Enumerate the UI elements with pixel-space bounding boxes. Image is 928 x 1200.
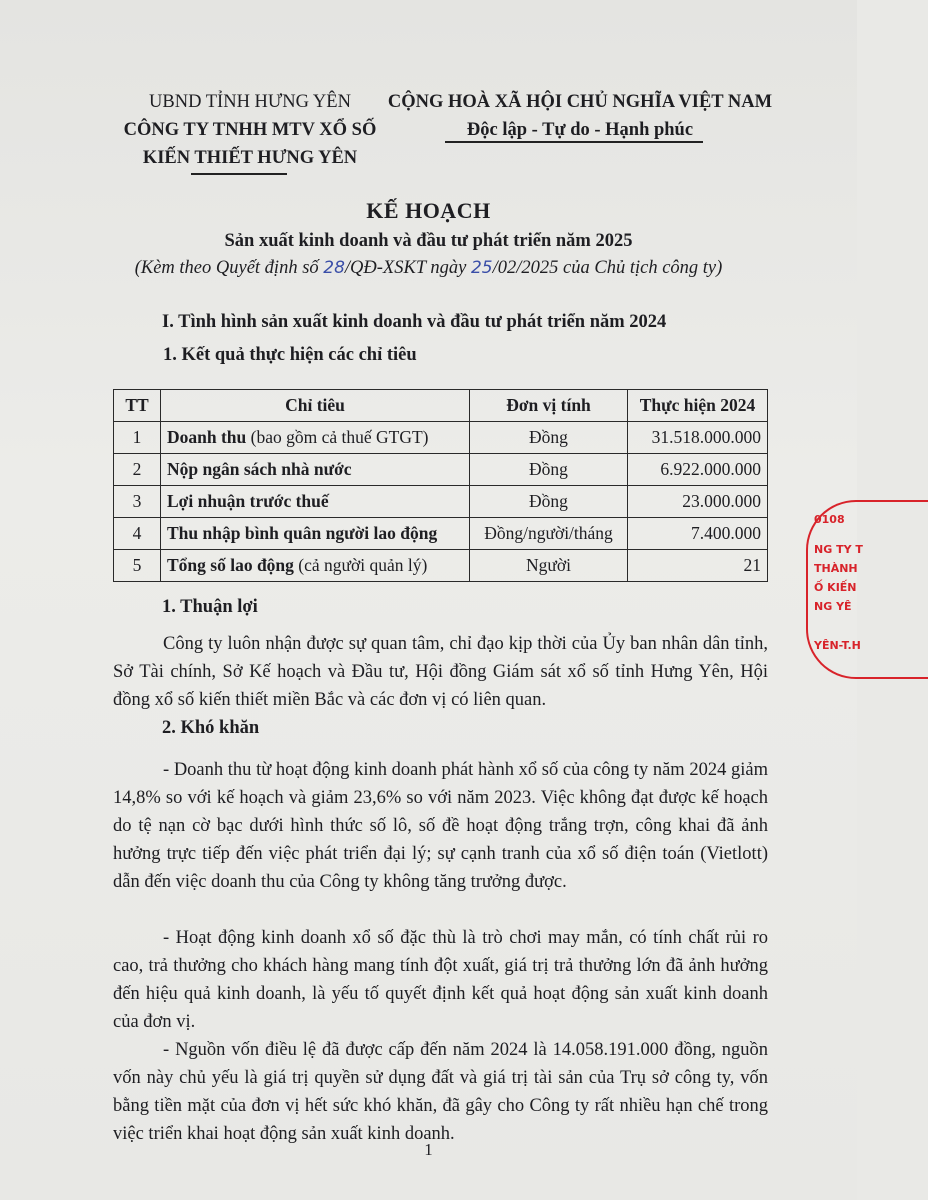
seal-text: THÀNH (814, 562, 858, 575)
issuer-underline (191, 173, 287, 175)
table-row (114, 486, 768, 518)
difficulty-paragraph-2: - Hoạt động kinh doanh xổ số đặc thù là trò chơi may mắn, có tính chất rủi ro cao, trả thưởng cho khách hàng mang tính đột xuất, giá trị trả thưởng lớn đã ảnh hưởng đến hiệu quả kinh doanh, là yếu tố quyết định kết quả hoạt động sản xuất kinh doanh của đơn vị. (113, 928, 768, 1032)
seal-text: NG TY T (814, 543, 863, 556)
section-heading: I. Tình hình sản xuất kinh doanh và đầu tư phát triển năm 2024 (162, 312, 667, 332)
cell-value: 7.400.000 (628, 518, 768, 550)
advantages-heading: 1. Thuận lợi (162, 597, 258, 617)
cell-unit: Người (470, 550, 628, 582)
issuer-line-2: CÔNG TY TNHH MTV XỔ SỐ (123, 120, 377, 140)
attach-prefix: (Kèm theo Quyết định số (134, 258, 324, 278)
cell-tt: 1 (114, 422, 161, 454)
col-header-indicator: Chỉ tiêu (161, 390, 470, 422)
cell-value: 21 (628, 550, 768, 582)
indicator-bold: Lợi nhuận trước thuế (167, 491, 329, 511)
attach-mid: /QĐ-XSKT ngày (344, 258, 471, 278)
cell-value: 6.922.000.000 (628, 454, 768, 486)
red-seal-stamp (806, 500, 896, 680)
cell-tt: 4 (114, 518, 161, 550)
cell-tt: 2 (114, 454, 161, 486)
indicator-note: (cả người quản lý) (293, 555, 428, 575)
col-header-result: Thực hiện 2024 (628, 390, 768, 422)
attach-suffix: /02/2025 của Chủ tịch công ty) (492, 258, 723, 278)
indicator-bold: Tổng số lao động (167, 555, 294, 575)
subsection-heading: 1. Kết quả thực hiện các chỉ tiêu (163, 345, 417, 365)
cell-indicator (161, 518, 470, 550)
attachment-note (0, 258, 857, 279)
difficulties-heading: 2. Khó khăn (162, 718, 260, 738)
cell-value: 31.518.000.000 (628, 422, 768, 454)
cell-unit: Đồng (470, 422, 628, 454)
decision-day-handwritten: 25 (470, 258, 493, 278)
decision-number-handwritten: 28 (323, 258, 345, 278)
cell-indicator (161, 422, 470, 454)
col-header-unit: Đơn vị tính (470, 390, 628, 422)
cell-unit: Đồng (470, 454, 628, 486)
document-subtitle: Sản xuất kinh doanh và đầu tư phát triển năm 2025 (224, 231, 633, 251)
advantages-paragraph: Công ty luôn nhận được sự quan tâm, chỉ đạo kịp thời của Ủy ban nhân dân tỉnh, Sở Tài chính, Sở Kế hoạch và Đầu tư, Hội đồng Giám sát xổ số tỉnh Hưng Yên, Hội đồng xổ số kiến thiết miền Bắc và các đơn vị có liên quan. (113, 634, 768, 710)
table-row (114, 518, 768, 550)
seal-text: Ố KIẾN (814, 581, 857, 594)
table-row (114, 550, 768, 582)
document-title: KẾ HOẠCH (366, 198, 491, 223)
issuer-block (100, 88, 400, 172)
national-motto: Độc lập - Tự do - Hạnh phúc (466, 120, 694, 140)
difficulty-paragraph-3: - Nguồn vốn điều lệ đã được cấp đến năm 2024 là 14.058.191.000 đồng, nguồn vốn này chủ yếu là giá trị quyền sử dụng đất và giá trị tài sản của Trụ sở công ty, vốn bằng tiền mặt của đơn vị hết sức khó khăn, đã gây cho Công ty rất nhiều hạn chế trong việc triển khai hoạt động sản xuất kinh doanh. (113, 1040, 768, 1144)
table-header-row (114, 390, 768, 422)
col-header-tt: TT (114, 390, 161, 422)
table-row (114, 454, 768, 486)
national-header (380, 88, 780, 144)
cell-unit: Đồng (470, 486, 628, 518)
indicator-note: (bao gồm cả thuế GTGT) (246, 427, 429, 447)
cell-tt: 3 (114, 486, 161, 518)
indicator-bold: Thu nhập bình quân người lao động (167, 523, 438, 543)
seal-text: NG YÊ (814, 600, 852, 613)
page-number: 1 (424, 1140, 433, 1159)
issuer-line-1: UBND TỈNH HƯNG YÊN (149, 92, 351, 112)
cell-unit: Đồng/người/tháng (470, 518, 628, 550)
indicator-bold: Nộp ngân sách nhà nước (167, 459, 352, 479)
issuer-line-3: KIẾN THIẾT HƯNG YÊN (142, 148, 358, 168)
seal-text: 0108 (814, 513, 845, 526)
difficulty-paragraph-1: - Doanh thu từ hoạt động kinh doanh phát hành xổ số của công ty năm 2024 giảm 14,8% so với kế hoạch và giảm 23,6% so với năm 2023. Việc không đạt được kế hoạch do tệ nạn cờ bạc dưới hình thức số lô, số đề hoạt động trắng trợn, công khai đã ảnh hưởng trực tiếp đến việc phát triển đại lý; sự cạnh tranh của xổ số điện toán (Vietlott) dẫn đến việc doanh thu của Công ty không tăng trưởng được. (113, 760, 768, 892)
cell-indicator (161, 550, 470, 582)
motto-underline (445, 141, 703, 143)
cell-tt: 5 (114, 550, 161, 582)
table-row (114, 422, 768, 454)
results-table (113, 389, 768, 582)
seal-text: YÊN-T.H (814, 639, 861, 652)
cell-value: 23.000.000 (628, 486, 768, 518)
cell-indicator (161, 454, 470, 486)
national-title: CỘNG HOÀ XÃ HỘI CHỦ NGHĨA VIỆT NAM (387, 92, 773, 112)
cell-indicator (161, 486, 470, 518)
indicator-bold: Doanh thu (167, 427, 247, 447)
